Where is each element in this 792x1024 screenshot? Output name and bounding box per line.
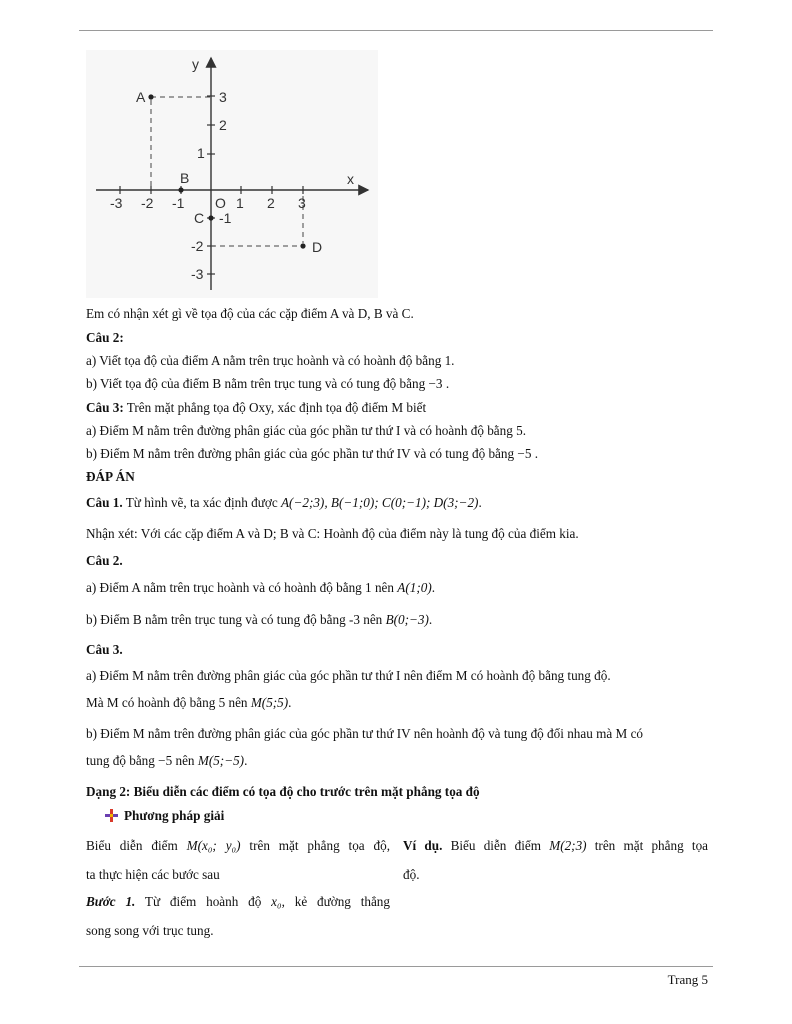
y-tick-label: -1 xyxy=(219,210,232,226)
point-c xyxy=(208,215,213,220)
origin-label: O xyxy=(215,195,226,211)
answer-3-heading: Câu 3. xyxy=(86,642,123,657)
answer-3-b-math: M(5;−5) xyxy=(197,753,245,768)
question-remark: Em có nhận xét gì về tọa độ của các cặp điểm A và D, B và C. xyxy=(86,306,414,321)
y-axis-label: y xyxy=(192,56,199,72)
y-tick-label: 3 xyxy=(219,89,227,105)
point-d-label: D xyxy=(312,239,323,255)
question-3-a: a) Điểm M nằm trên đường phân giác của góc phần tư thứ I và có hoành độ bằng 5. xyxy=(86,423,527,438)
answer-1-text: Từ hình vẽ, ta xác định được xyxy=(122,495,281,510)
answer-2-b-text: b) Điểm B nằm trên trục tung và có tung độ bằng -3 nên xyxy=(86,612,386,627)
x-tick-label: -1 xyxy=(172,195,185,211)
answer-2-heading: Câu 2. xyxy=(86,553,123,568)
point-d xyxy=(300,243,305,248)
step-1-heading: Bước 1. xyxy=(86,894,136,909)
x-tick-label: 2 xyxy=(267,195,275,211)
y-tick-label: 1 xyxy=(197,145,205,161)
question-2-b: b) Viết tọa độ của điểm B nằm trên trục tung và có tung độ bằng −3 . xyxy=(86,376,450,391)
answer-3-a-line1: a) Điểm M nằm trên đường phân giác của góc phần tư thứ I nên điểm M có hoành độ bằng tung độ. xyxy=(86,668,611,683)
question-2-a: a) Viết tọa độ của điểm A nằm trên trục hoành và có hoành độ bằng 1. xyxy=(86,353,455,368)
answer-3-b-text: tung độ bằng −5 nên xyxy=(86,753,198,768)
question-3-text: Trên mặt phẳng tọa độ Oxy, xác định tọa độ điểm M biết xyxy=(123,400,427,415)
answer-3-a-math: M(5;5) xyxy=(250,695,289,710)
step-1-math: x₀ xyxy=(271,894,282,909)
y-tick-label: -3 xyxy=(191,266,204,282)
right-column-line1: Ví dụ. Biểu diễn điểm M(2;3) trên mặt phẳng tọa xyxy=(403,838,709,853)
example-math: M(2;3) xyxy=(549,838,587,853)
x-tick-label: 1 xyxy=(236,195,244,211)
x-tick-label: -3 xyxy=(110,195,123,211)
question-2-heading: Câu 2: xyxy=(86,330,124,345)
answer-3-b-line2 xyxy=(86,753,247,769)
x-tick-label: 3 xyxy=(298,195,306,211)
left-math: M(x₀; y₀) xyxy=(186,838,241,853)
x-axis-label: x xyxy=(347,171,354,187)
answer-1-heading: Câu 1. xyxy=(86,495,123,510)
plus-bullet-icon xyxy=(105,809,118,822)
answer-3-a-text: Mà M có hoành độ bằng 5 nên xyxy=(86,695,251,710)
coordinate-figure xyxy=(86,50,378,298)
method-label: Phương pháp giải xyxy=(124,808,225,823)
point-b-label: B xyxy=(180,170,190,186)
answer-2-b-math: B(0;−3) xyxy=(385,612,429,627)
question-3 xyxy=(86,400,426,416)
point-c-label: C xyxy=(194,210,205,226)
answer-1-remark: Nhận xét: Với các cặp điểm A và D; B và C: Hoành độ của điểm này là tung độ của điểm kia. xyxy=(86,526,579,541)
answer-3-b-end: . xyxy=(244,753,248,768)
x-tick-label: -2 xyxy=(141,195,154,211)
footer-rule xyxy=(79,966,713,967)
step-1-line1: Bước 1. Từ điểm hoành độ x₀, kẻ đường thẳng xyxy=(86,894,390,909)
right-column-line2: độ. xyxy=(403,867,420,882)
answer-heading: ĐÁP ÁN xyxy=(86,469,135,484)
answer-2-a-math: A(1;0) xyxy=(397,580,432,595)
left-column-line2: ta thực hiện các bước sau xyxy=(86,867,220,882)
method-heading xyxy=(105,808,224,824)
section-heading: Dạng 2: Biểu diễn các điểm có tọa độ cho trước trên mặt phẳng tọa độ xyxy=(86,784,480,799)
answer-2-a-end: . xyxy=(431,580,436,595)
answer-3-a-end: . xyxy=(288,695,292,710)
left-column-line1: Biểu diễn điểm M(x₀; y₀) trên mặt phẳng tọa độ, xyxy=(86,838,390,853)
coordinate-plane xyxy=(86,50,378,298)
y-tick-label: -2 xyxy=(191,238,204,254)
point-b xyxy=(178,187,183,192)
point-a xyxy=(148,94,153,99)
header-rule xyxy=(79,30,713,31)
answer-2-b xyxy=(86,612,432,628)
question-3-b: b) Điểm M nằm trên đường phân giác của góc phần tư thứ IV và có tung độ bằng −5 . xyxy=(86,446,539,461)
step-1-line2: song song với trục tung. xyxy=(86,923,214,938)
answer-2-b-end: . xyxy=(428,612,433,627)
answer-2-a xyxy=(86,580,435,596)
y-tick-label: 2 xyxy=(219,117,227,133)
answer-1-math: A(−2;3), B(−1;0); C(0;−1); D(3;−2) xyxy=(281,495,479,510)
page-number: Trang 5 xyxy=(667,972,708,987)
answer-3-a-line2 xyxy=(86,695,291,711)
answer-1-end: . xyxy=(478,495,482,510)
question-3-heading: Câu 3: xyxy=(86,400,124,415)
answer-1 xyxy=(86,495,482,511)
answer-2-a-text: a) Điểm A nằm trên trục hoành và có hoành độ bằng 1 nên xyxy=(86,580,398,595)
example-heading: Ví dụ. xyxy=(403,838,443,853)
point-a-label: A xyxy=(136,89,146,105)
answer-3-b-line1: b) Điểm M nằm trên đường phân giác của góc phần tư thứ IV nên hoành độ và tung độ đối nhau mà M có xyxy=(86,726,644,741)
